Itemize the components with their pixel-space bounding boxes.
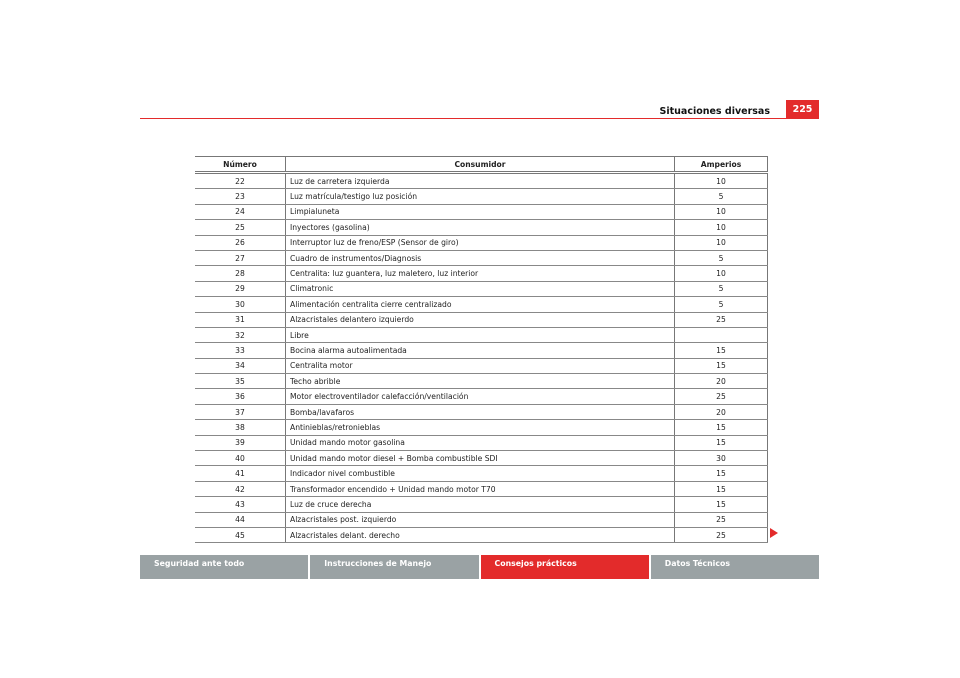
- cell-consumer: Interruptor luz de freno/ESP (Sensor de giro): [286, 235, 675, 250]
- cell-number: 45: [195, 527, 286, 542]
- table-row: [195, 220, 768, 235]
- next-page-arrow-icon[interactable]: [770, 528, 778, 538]
- section-title: Situaciones diversas: [659, 106, 770, 117]
- table-row: [195, 281, 768, 296]
- cell-amperes: 5: [675, 189, 768, 204]
- cell-consumer: Centralita: luz guantera, luz maletero, luz interior: [286, 266, 675, 281]
- header-divider: [140, 118, 819, 119]
- cell-consumer: Limpialuneta: [286, 204, 675, 219]
- cell-consumer: Bomba/lavafaros: [286, 404, 675, 419]
- cell-amperes: 25: [675, 312, 768, 327]
- table-row: [195, 235, 768, 250]
- cell-consumer: Bocina alarma autoalimentada: [286, 343, 675, 358]
- cell-number: 23: [195, 189, 286, 204]
- cell-consumer: Cuadro de instrumentos/Diagnosis: [286, 250, 675, 265]
- cell-consumer: Techo abrible: [286, 374, 675, 389]
- cell-consumer: Transformador encendido + Unidad mando motor T70: [286, 481, 675, 496]
- cell-amperes: 5: [675, 281, 768, 296]
- cell-consumer: Luz de carretera izquierda: [286, 173, 675, 189]
- cell-consumer: Luz matrícula/testigo luz posición: [286, 189, 675, 204]
- table-body: [195, 173, 768, 543]
- cell-number: 41: [195, 466, 286, 481]
- cell-number: 37: [195, 404, 286, 419]
- cell-consumer: Unidad mando motor diesel + Bomba combustible SDI: [286, 451, 675, 466]
- cell-amperes: 10: [675, 235, 768, 250]
- cell-number: 36: [195, 389, 286, 404]
- cell-amperes: 25: [675, 512, 768, 527]
- footer-tab-seguridad[interactable]: Seguridad ante todo: [140, 555, 308, 579]
- cell-amperes: [675, 327, 768, 342]
- cell-amperes: 10: [675, 266, 768, 281]
- table-row: [195, 297, 768, 312]
- cell-number: 32: [195, 327, 286, 342]
- table-row: [195, 343, 768, 358]
- cell-amperes: 10: [675, 220, 768, 235]
- cell-amperes: 10: [675, 173, 768, 189]
- footer-tab-datos[interactable]: Datos Técnicos: [650, 555, 819, 579]
- table-row: [195, 451, 768, 466]
- table-row: [195, 312, 768, 327]
- cell-consumer: Antinieblas/retronieblas: [286, 420, 675, 435]
- cell-consumer: Luz de cruce derecha: [286, 497, 675, 512]
- cell-number: 44: [195, 512, 286, 527]
- column-header-consumer: Consumidor: [286, 157, 675, 173]
- table-row: [195, 497, 768, 512]
- cell-consumer: Alimentación centralita cierre centralizado: [286, 297, 675, 312]
- cell-consumer: Alzacristales post. izquierdo: [286, 512, 675, 527]
- cell-amperes: 15: [675, 435, 768, 450]
- table-row: [195, 250, 768, 265]
- cell-consumer: Indicador nivel combustible: [286, 466, 675, 481]
- cell-number: 29: [195, 281, 286, 296]
- table-row: [195, 420, 768, 435]
- cell-consumer: Centralita motor: [286, 358, 675, 373]
- table-row: [195, 404, 768, 419]
- cell-number: 38: [195, 420, 286, 435]
- table-row: [195, 512, 768, 527]
- cell-number: 28: [195, 266, 286, 281]
- cell-number: 33: [195, 343, 286, 358]
- cell-number: 24: [195, 204, 286, 219]
- cell-amperes: 5: [675, 297, 768, 312]
- table-row: [195, 189, 768, 204]
- table-row: [195, 527, 768, 542]
- cell-amperes: 20: [675, 374, 768, 389]
- footer-tab-consejos[interactable]: Consejos prácticos: [480, 555, 649, 579]
- cell-number: 22: [195, 173, 286, 189]
- cell-consumer: Motor electroventilador calefacción/ventilación: [286, 389, 675, 404]
- table-row: [195, 389, 768, 404]
- cell-amperes: 30: [675, 451, 768, 466]
- cell-consumer: Climatronic: [286, 281, 675, 296]
- table-row: [195, 327, 768, 342]
- cell-amperes: 15: [675, 343, 768, 358]
- cell-consumer: Alzacristales delantero izquierdo: [286, 312, 675, 327]
- cell-number: 39: [195, 435, 286, 450]
- cell-number: 25: [195, 220, 286, 235]
- table-row: [195, 481, 768, 496]
- cell-number: 42: [195, 481, 286, 496]
- cell-amperes: 25: [675, 527, 768, 542]
- cell-amperes: 15: [675, 358, 768, 373]
- cell-number: 30: [195, 297, 286, 312]
- cell-consumer: Inyectores (gasolina): [286, 220, 675, 235]
- table-row: [195, 204, 768, 219]
- table-row: [195, 173, 768, 189]
- cell-number: 34: [195, 358, 286, 373]
- fuse-table: [195, 156, 768, 543]
- table-row: [195, 435, 768, 450]
- cell-amperes: 5: [675, 250, 768, 265]
- cell-amperes: 15: [675, 497, 768, 512]
- column-header-amperes: Amperios: [675, 157, 768, 173]
- cell-consumer: Unidad mando motor gasolina: [286, 435, 675, 450]
- cell-number: 26: [195, 235, 286, 250]
- cell-amperes: 10: [675, 204, 768, 219]
- table-row: [195, 374, 768, 389]
- table-row: [195, 466, 768, 481]
- cell-amperes: 25: [675, 389, 768, 404]
- page-number: 225: [786, 100, 819, 119]
- table-row: [195, 358, 768, 373]
- cell-consumer: Alzacristales delant. derecho: [286, 527, 675, 542]
- cell-number: 31: [195, 312, 286, 327]
- cell-number: 35: [195, 374, 286, 389]
- cell-amperes: 15: [675, 481, 768, 496]
- footer-navigation: [140, 555, 819, 579]
- table-row: [195, 266, 768, 281]
- cell-number: 43: [195, 497, 286, 512]
- cell-number: 27: [195, 250, 286, 265]
- cell-consumer: Libre: [286, 327, 675, 342]
- cell-amperes: 20: [675, 404, 768, 419]
- table-header-row: [195, 157, 768, 173]
- cell-number: 40: [195, 451, 286, 466]
- cell-amperes: 15: [675, 420, 768, 435]
- footer-tab-instrucciones[interactable]: Instrucciones de Manejo: [309, 555, 478, 579]
- column-header-number: Número: [195, 157, 286, 173]
- cell-amperes: 15: [675, 466, 768, 481]
